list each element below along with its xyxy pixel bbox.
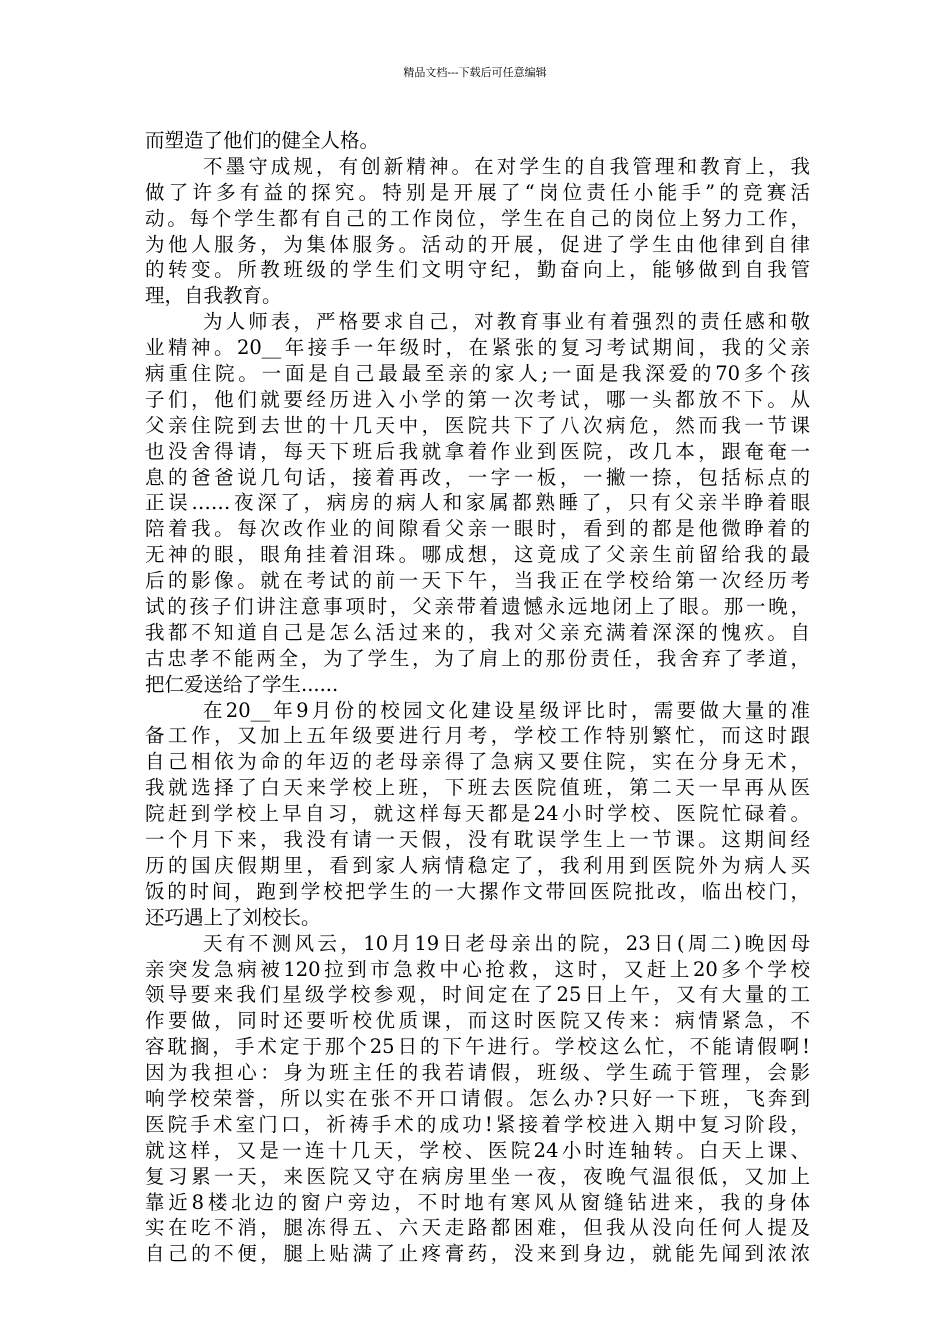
paragraph-line: 备工作，又加上五年级要进行月考，学校工作特别繁忙，而这时跟 (145, 724, 810, 748)
paragraph-line: 试的孩子们讲注意事项时，父亲带着遗憾永远地闭上了眼。那一晚， (145, 595, 810, 619)
paragraph-line: 亲突发急病被120拉到市急救中心抢救，这时，又赶上20多个学校 (145, 957, 810, 981)
paragraph-line: 院赶到学校上早自习，就这样每天都是24小时学校、医院忙碌着。 (145, 802, 810, 826)
paragraph-line: 一个月下来，我没有请一天假，没有耽误学生上一节课。这期间经 (145, 828, 810, 852)
paragraph (145, 309, 810, 697)
paragraph-line: 而塑造了他们的健全人格。 (145, 129, 380, 152)
paragraph-line: 自己的不便，腿上贴满了止疼膏药，没来到身边，就能先闻到浓浓 (145, 1242, 810, 1266)
paragraph-line: 也没舍得请，每天下班后我就拿着作业到医院，改几本，跟奄奄一 (145, 439, 810, 463)
paragraph-line: 动。每个学生都有自己的工作岗位，学生在自己的岗位上努力工作， (145, 206, 810, 230)
paragraph (145, 128, 810, 154)
paragraph-line: 医院手术室门口，祈祷手术的成功!紧接着学校进入期中复习阶段， (145, 1112, 810, 1136)
paragraph-line: 容耽搁，手术定于那个25日的下午进行。学校这么忙，不能请假啊! (145, 1035, 810, 1059)
paragraph-line: 就这样，又是一连十几天，学校、医院24小时连轴转。白天上课、 (145, 1138, 810, 1162)
page-header: 精品文档---下载后可任意编辑 (403, 66, 547, 79)
paragraph-line: 古忠孝不能两全，为了学生，为了肩上的那份责任，我舍弃了孝道， (145, 646, 810, 670)
paragraph-line: 响学校荣誉，所以实在张不开口请假。怎么办?只好一下班，飞奔到 (145, 1086, 810, 1110)
paragraph-line: 复习累一天，来医院又守在病房里坐一夜，夜晚气温很低，又加上 (145, 1164, 810, 1188)
paragraph-line: 业精神。20__年接手一年级时，在紧张的复习考试期间，我的父亲 (145, 336, 810, 360)
paragraph-line: 为他人服务，为集体服务。活动的开展，促进了学生由他律到自律 (145, 232, 810, 256)
paragraph-line: 天有不测风云，10月19日老母亲出的院，23日(周二)晚因母 (203, 931, 810, 955)
paragraph-line: 我就选择了白天来学校上班，下班去医院值班，第二天一早再从医 (145, 776, 810, 800)
paragraph-line: 自己相依为命的年迈的老母亲得了急病又要住院，实在分身无术， (145, 750, 810, 774)
paragraph-line: 后的影像。就在考试的前一天下午，当我正在学校给第一次经历考 (145, 569, 810, 593)
document-body (145, 128, 810, 1267)
paragraph-line: 作要做，同时还要听校优质课，而这时医院又传来：病情紧急，不 (145, 1009, 810, 1033)
paragraph (145, 154, 810, 309)
paragraph-line: 因为我担心：身为班主任的我若请假，班级、学生疏于管理，会影 (145, 1061, 810, 1085)
paragraph-line: 为人师表，严格要求自己，对教育事业有着强烈的责任感和敬 (203, 310, 810, 334)
paragraph-line: 领导要来我们星级学校参观，时间定在了25日上午，又有大量的工 (145, 983, 810, 1007)
paragraph-line: 父亲住院到去世的十几天中，医院共下了八次病危，然而我一节课 (145, 413, 810, 437)
paragraph-line: 息的爸爸说几句话，接着再改，一字一板，一撇一捺，包括标点的 (145, 465, 810, 489)
paragraph-line: 子们，他们就要经历进入小学的第一次考试，哪一头都放不下。从 (145, 387, 810, 411)
paragraph-line: 理，自我教育。 (145, 284, 282, 308)
paragraph-line: 在20__年9月份的校园文化建设星级评比时，需要做大量的准 (203, 698, 810, 722)
paragraph (145, 931, 810, 1268)
paragraph-line: 无神的眼，眼角挂着泪珠。哪成想，这竟成了父亲生前留给我的最 (145, 543, 810, 567)
paragraph-line: 把仁爱送给了学生...... (145, 672, 339, 696)
paragraph-line: 陪着我。每次改作业的间隙看父亲一眼时，看到的都是他微睁着的 (145, 517, 810, 541)
paragraph (145, 698, 810, 931)
paragraph-line: 靠近8楼北边的窗户旁边，不时地有寒风从窗缝钻进来，我的身体 (145, 1190, 810, 1214)
paragraph-line: 历的国庆假期里，看到家人病情稳定了，我利用到医院外为病人买 (145, 853, 810, 877)
paragraph-line: 还巧遇上了刘校长。 (145, 905, 321, 929)
paragraph-line: 病重住院。一面是自己最最至亲的家人;一面是我深爱的70多个孩 (145, 362, 810, 386)
paragraph-line: 不墨守成规，有创新精神。在对学生的自我管理和教育上，我 (203, 154, 810, 178)
paragraph-line: 的转变。所教班级的学生们文明守纪，勤奋向上，能够做到自我管 (145, 258, 810, 282)
paragraph-line: 正误……夜深了，病房的病人和家属都熟睡了，只有父亲半睁着眼 (145, 491, 810, 515)
paragraph-line: 做了许多有益的探究。特别是开展了“岗位责任小能手”的竞赛活 (145, 180, 810, 204)
paragraph-line: 实在吃不消，腿冻得五、六天走路都困难，但我从没向任何人提及 (145, 1216, 810, 1240)
paragraph-line: 饭的时间，跑到学校把学生的一大摞作文带回医院批改，临出校门， (145, 879, 810, 903)
paragraph-line: 我都不知道自己是怎么活过来的，我对父亲充满着深深的愧疚。自 (145, 620, 810, 644)
